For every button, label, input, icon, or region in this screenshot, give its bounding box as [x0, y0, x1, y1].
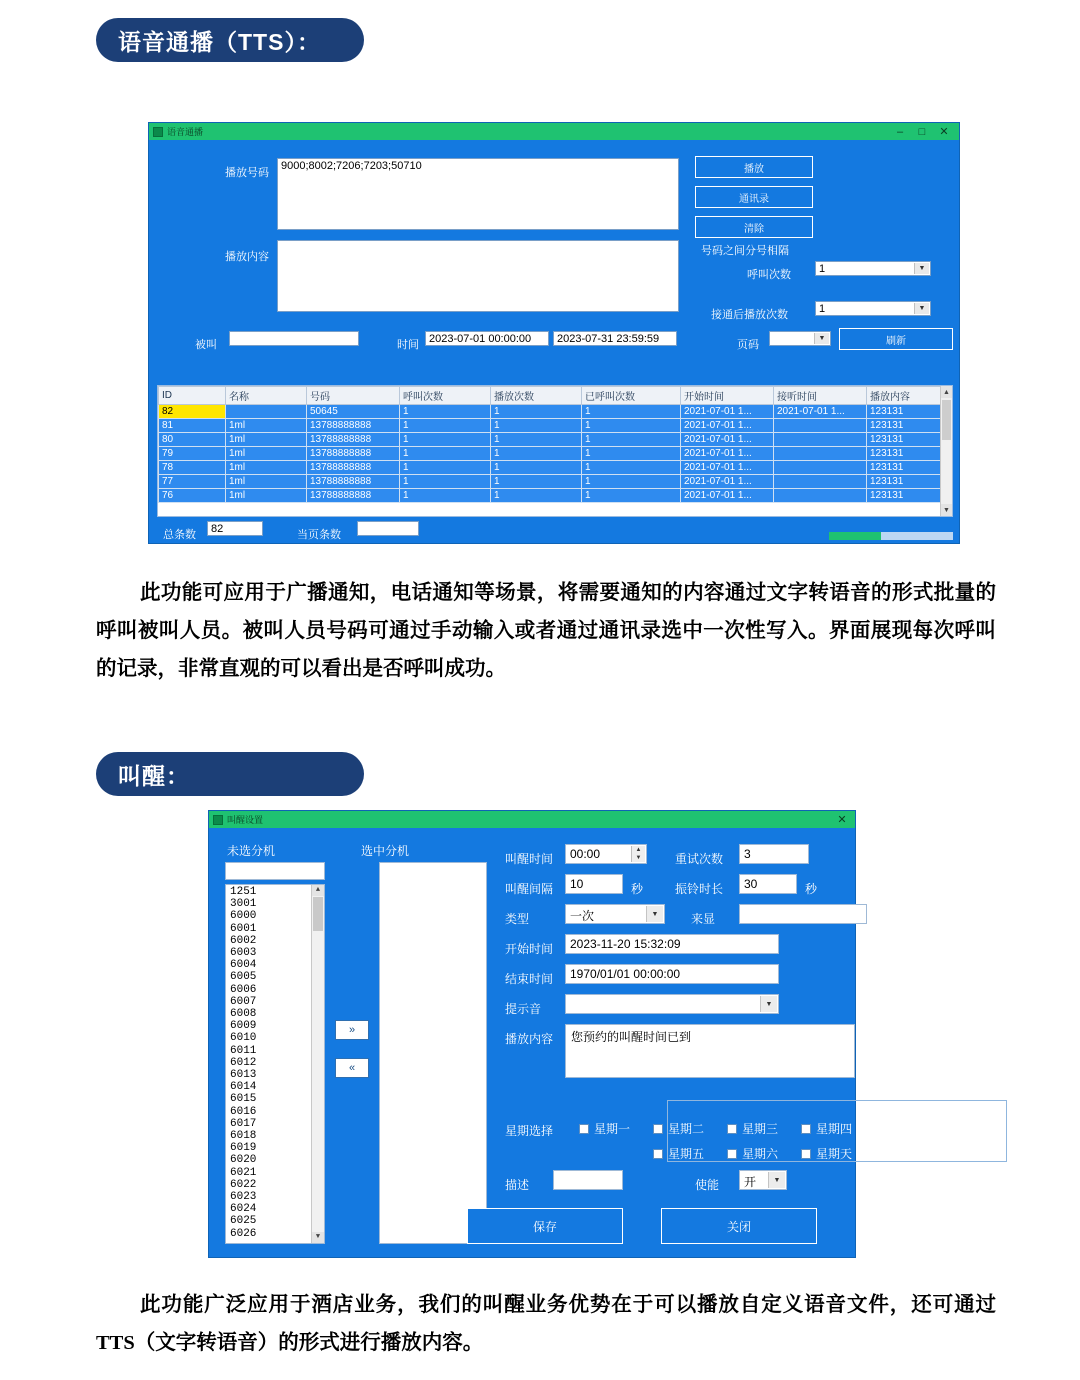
- weekday-tuesday[interactable]: [653, 1120, 704, 1137]
- ring-duration-unit: 秒: [805, 882, 818, 896]
- table-cell: 13788888888: [307, 433, 400, 447]
- list-item[interactable]: 6007: [230, 995, 257, 1008]
- table-cell: 2021-07-01 1...: [681, 475, 774, 489]
- extension-search-input[interactable]: [225, 862, 325, 880]
- table-cell: 123131: [867, 475, 952, 489]
- table-cell: 1: [491, 419, 582, 433]
- checkbox-icon[interactable]: [653, 1149, 663, 1159]
- play-times-value: 1: [819, 303, 826, 315]
- weekday-thursday[interactable]: [801, 1120, 852, 1137]
- selected-extension-list[interactable]: [379, 862, 487, 1244]
- table-cell: [774, 461, 867, 475]
- section-title-tts: [96, 18, 364, 62]
- table-cell: 13788888888: [307, 461, 400, 475]
- checkbox-icon[interactable]: [653, 1124, 663, 1134]
- ring-duration-label: 振铃时长: [675, 882, 724, 896]
- stepper-icon[interactable]: ▲ ▼: [631, 846, 645, 862]
- col-play-count: 播放次数: [491, 387, 582, 405]
- scrollbar-thumb[interactable]: [313, 897, 323, 931]
- table-cell: 1ml: [226, 419, 307, 433]
- list-item[interactable]: 6009: [230, 1020, 257, 1033]
- table-row[interactable]: [159, 461, 952, 475]
- table-cell: 80: [159, 433, 226, 447]
- call-count-select[interactable]: [815, 261, 931, 276]
- time-start-input[interactable]: 2023-07-01 00:00:00: [425, 331, 549, 346]
- chevron-down-icon[interactable]: ▼: [914, 263, 929, 274]
- caller-id-input[interactable]: [739, 904, 867, 924]
- close-button[interactable]: 关闭: [661, 1208, 817, 1244]
- table-cell: 123131: [867, 405, 952, 419]
- table-cell: 2021-07-01 1...: [681, 433, 774, 447]
- enable-select[interactable]: [739, 1170, 787, 1190]
- list-item[interactable]: 6001: [230, 922, 257, 935]
- chevron-down-icon[interactable]: ▼: [768, 1172, 785, 1188]
- list-item[interactable]: 6022: [230, 1178, 257, 1191]
- table-body: [159, 405, 952, 503]
- page-select[interactable]: [769, 331, 831, 346]
- list-item[interactable]: 6008: [230, 1008, 257, 1021]
- page-count-value: [357, 521, 419, 536]
- enable-label: 使能: [695, 1178, 720, 1192]
- type-select[interactable]: [565, 904, 665, 924]
- wake-time-input[interactable]: [565, 844, 647, 864]
- app-icon: [213, 815, 223, 825]
- list-item[interactable]: 6020: [230, 1154, 257, 1167]
- play-times-label: 接通后播放次数: [711, 309, 788, 321]
- checkbox-icon[interactable]: [727, 1124, 737, 1134]
- list-item[interactable]: 6004: [230, 959, 257, 972]
- weekday-wednesday[interactable]: [727, 1120, 778, 1137]
- type-label: 类型: [505, 912, 530, 926]
- close-icon[interactable]: ✕: [837, 814, 847, 826]
- table-row[interactable]: [159, 405, 952, 419]
- wake-interval-label: 叫醒间隔: [505, 882, 554, 896]
- maximize-icon[interactable]: □: [918, 125, 926, 138]
- col-call-count: 呼叫次数: [400, 387, 491, 405]
- list-item[interactable]: 6013: [230, 1069, 257, 1082]
- col-number: 号码: [307, 387, 400, 405]
- call-records-table-inner: [158, 386, 952, 503]
- table-cell: 1: [491, 405, 582, 419]
- table-row[interactable]: [159, 433, 952, 447]
- col-id: ID: [159, 387, 226, 405]
- time-end-input[interactable]: 2023-07-31 23:59:59: [553, 331, 677, 346]
- table-cell: 1: [400, 433, 491, 447]
- table-cell: 1: [491, 447, 582, 461]
- start-time-label: 开始时间: [505, 942, 554, 956]
- play-number-input[interactable]: 9000;8002;7206;7203;50710: [277, 158, 679, 230]
- table-cell: 123131: [867, 461, 952, 475]
- table-cell: 82: [159, 405, 226, 419]
- scroll-up-icon[interactable]: ▲: [312, 885, 324, 896]
- weekday-monday-label: 星期一: [594, 1122, 631, 1136]
- unselected-extension-list[interactable]: [225, 884, 325, 1244]
- total-count-value: 82: [207, 521, 263, 536]
- list-item[interactable]: 6010: [230, 1032, 257, 1045]
- weekday-thursday-label: 星期四: [816, 1122, 853, 1136]
- hscrollbar-thumb[interactable]: [829, 532, 881, 540]
- list-item[interactable]: 6003: [230, 947, 257, 960]
- tts-window-body: [149, 140, 959, 543]
- table-cell: 123131: [867, 489, 952, 503]
- table-cell: 1: [491, 489, 582, 503]
- table-header-row: [159, 387, 952, 405]
- list-item[interactable]: 6024: [230, 1203, 257, 1216]
- description-input[interactable]: [553, 1170, 623, 1190]
- table-cell: 13788888888: [307, 489, 400, 503]
- table-cell: 2021-07-01 1...: [681, 447, 774, 461]
- table-cell: 1ml: [226, 489, 307, 503]
- table-cell: 1: [582, 489, 681, 503]
- play-content-label: 播放内容: [505, 1032, 554, 1046]
- enable-value: 开: [744, 1175, 757, 1189]
- checkbox-icon[interactable]: [801, 1124, 811, 1134]
- table-cell: 1ml: [226, 433, 307, 447]
- refresh-button[interactable]: 刷新: [839, 328, 953, 350]
- table-cell: 1: [582, 405, 681, 419]
- list-item[interactable]: 6005: [230, 971, 257, 984]
- start-time-input[interactable]: 2023-11-20 15:32:09: [565, 934, 779, 954]
- close-icon[interactable]: ✕: [939, 126, 949, 138]
- wake-window-titlebar: [209, 811, 855, 828]
- selected-ext-label: 选中分机: [361, 844, 410, 858]
- retry-count-input[interactable]: 3: [739, 844, 809, 864]
- unselected-ext-label: 未选分机: [227, 844, 276, 858]
- play-content-label: 播放内容: [225, 251, 269, 263]
- list-item[interactable]: 6018: [230, 1130, 257, 1143]
- table-cell: 123131: [867, 433, 952, 447]
- list-item[interactable]: 1251: [230, 886, 257, 898]
- play-number-label: 播放号码: [225, 167, 269, 179]
- table-cell: 1: [400, 475, 491, 489]
- chevron-down-icon[interactable]: ▼: [646, 906, 663, 922]
- time-label: 时间: [397, 339, 419, 351]
- list-item[interactable]: 6014: [230, 1081, 257, 1094]
- table-vertical-scrollbar[interactable]: [940, 386, 952, 516]
- play-content-textarea[interactable]: 您预约的叫醒时间已到: [565, 1024, 855, 1078]
- wake-window-body: [209, 828, 855, 1257]
- weekday-sunday-label: 星期天: [816, 1147, 853, 1161]
- chevron-down-icon[interactable]: ▼: [814, 333, 829, 344]
- col-name: 名称: [226, 387, 307, 405]
- table-cell: 78: [159, 461, 226, 475]
- table-cell: 2021-07-01 1...: [681, 489, 774, 503]
- paragraph-tts: 此功能可应用于广播通知，电话通知等场景，将需要通知的内容通过文字转语音的形式批量的呼叫被叫人员。被叫人员号码可通过手动输入或者通过通讯录选中一次性写入。界面展现每次呼叫的记录，非常直观的可以看出是否呼叫成功。: [96, 582, 996, 680]
- table-cell: 1: [582, 461, 681, 475]
- col-called-count: 已呼叫次数: [582, 387, 681, 405]
- table-horizontal-scrollbar[interactable]: [829, 532, 953, 540]
- list-item[interactable]: 6011: [230, 1044, 257, 1057]
- table-cell: [774, 447, 867, 461]
- wake-time-label: 叫醒时间: [505, 852, 554, 866]
- table-cell: 123131: [867, 447, 952, 461]
- wake-settings-window: [208, 810, 856, 1258]
- list-item[interactable]: 6021: [230, 1166, 257, 1179]
- table-cell: 2021-07-01 1...: [774, 405, 867, 419]
- list-item[interactable]: 6019: [230, 1142, 257, 1155]
- week-select-label: 星期选择: [505, 1124, 554, 1138]
- prompt-tone-select[interactable]: [565, 994, 779, 1014]
- wake-window-title: 叫醒设置: [227, 815, 264, 825]
- list-item[interactable]: 3001: [230, 898, 257, 911]
- checkbox-icon[interactable]: [579, 1124, 589, 1134]
- list-item[interactable]: 6017: [230, 1117, 257, 1130]
- tts-window-title: 语音通播: [167, 127, 204, 137]
- list-item[interactable]: 6025: [230, 1215, 257, 1228]
- table-cell: [774, 433, 867, 447]
- list-item[interactable]: 6015: [230, 1093, 257, 1106]
- table-cell: 1: [491, 461, 582, 475]
- weekday-wednesday-label: 星期三: [742, 1122, 779, 1136]
- list-item[interactable]: 6006: [230, 983, 257, 996]
- table-cell: 79: [159, 447, 226, 461]
- tts-window-titlebar: [149, 123, 959, 140]
- app-icon: [153, 127, 163, 137]
- weekday-tuesday-label: 星期二: [668, 1122, 705, 1136]
- scroll-up-icon[interactable]: ▲: [941, 386, 952, 398]
- table-cell: 1ml: [226, 475, 307, 489]
- clear-button[interactable]: 清除: [695, 216, 813, 238]
- table-cell: 1: [582, 433, 681, 447]
- checkbox-icon[interactable]: [727, 1149, 737, 1159]
- table-cell: 1: [400, 461, 491, 475]
- list-item[interactable]: 6023: [230, 1191, 257, 1204]
- page-label: 页码: [737, 339, 759, 351]
- end-time-input[interactable]: 1970/01/01 00:00:00: [565, 964, 779, 984]
- table-cell: [774, 475, 867, 489]
- play-content-input[interactable]: [277, 240, 679, 312]
- called-label: 被叫: [195, 339, 217, 351]
- call-count-value: 1: [819, 263, 826, 275]
- total-count-label: 总条数: [163, 529, 196, 541]
- section-title-tts-label: 语音通播（TTS）：: [118, 28, 321, 55]
- minimize-icon[interactable]: –: [896, 125, 904, 138]
- call-count-label: 呼叫次数: [747, 269, 791, 281]
- list-item[interactable]: 6002: [230, 934, 257, 947]
- scroll-down-icon[interactable]: ▼: [941, 504, 952, 516]
- table-cell: 76: [159, 489, 226, 503]
- end-time-label: 结束时间: [505, 972, 554, 986]
- table-cell: 50645: [307, 405, 400, 419]
- table-cell: 1: [400, 447, 491, 461]
- table-cell: 123131: [867, 419, 952, 433]
- play-button[interactable]: 播放: [695, 156, 813, 178]
- table-cell: 1ml: [226, 447, 307, 461]
- weekday-friday[interactable]: [653, 1145, 704, 1162]
- paragraph-wake: 此功能广泛应用于酒店业务，我们的叫醒业务优势在于可以播放自定义语音文件，还可通过TTS（文字转语音）的形式进行播放内容。: [96, 1294, 996, 1354]
- extension-list-scrollbar[interactable]: [311, 885, 324, 1243]
- table-cell: 2021-07-01 1...: [681, 405, 774, 419]
- col-answer-time: 接听时间: [774, 387, 867, 405]
- table-cell: 1: [582, 419, 681, 433]
- description-label: 描述: [505, 1178, 530, 1192]
- extension-items: [230, 886, 320, 1240]
- table-cell: 1: [491, 475, 582, 489]
- wake-time-value: 00:00: [570, 847, 601, 861]
- table-cell: 13788888888: [307, 419, 400, 433]
- call-records-table[interactable]: [157, 385, 953, 517]
- table-cell: [226, 405, 307, 419]
- wake-interval-unit: 秒: [631, 882, 644, 896]
- table-cell: 1: [582, 447, 681, 461]
- weekday-monday[interactable]: [579, 1120, 630, 1137]
- weekday-saturday[interactable]: [727, 1145, 778, 1162]
- ring-duration-input[interactable]: 30: [739, 874, 797, 894]
- table-cell: 1: [400, 419, 491, 433]
- called-input[interactable]: [229, 331, 359, 346]
- table-cell: 13788888888: [307, 475, 400, 489]
- prompt-tone-label: 提示音: [505, 1002, 542, 1016]
- table-cell: 2021-07-01 1...: [681, 419, 774, 433]
- table-cell: 77: [159, 475, 226, 489]
- weekday-friday-label: 星期五: [668, 1147, 705, 1161]
- move-right-button[interactable]: »: [335, 1020, 369, 1040]
- chevron-down-icon[interactable]: ▼: [760, 996, 777, 1012]
- chevron-down-icon[interactable]: ▼: [914, 303, 929, 314]
- list-item[interactable]: 6016: [230, 1105, 257, 1118]
- number-separator-hint: 号码之间分号相隔: [701, 245, 789, 257]
- table-row[interactable]: [159, 489, 952, 503]
- move-left-button[interactable]: «: [335, 1058, 369, 1078]
- table-cell: 1: [491, 433, 582, 447]
- section-title-wake: [96, 752, 364, 796]
- save-button[interactable]: 保存: [467, 1208, 623, 1244]
- table-cell: 1ml: [226, 461, 307, 475]
- play-times-select[interactable]: [815, 301, 931, 316]
- weekday-saturday-label: 星期六: [742, 1147, 779, 1161]
- table-cell: [774, 419, 867, 433]
- wake-interval-input[interactable]: 10: [565, 874, 623, 894]
- col-start-time: 开始时间: [681, 387, 774, 405]
- table-cell: 1: [400, 489, 491, 503]
- scroll-down-icon[interactable]: ▼: [312, 1232, 324, 1243]
- list-item[interactable]: 6000: [230, 910, 257, 923]
- table-cell: 1: [400, 405, 491, 419]
- table-cell: 13788888888: [307, 447, 400, 461]
- weekday-sunday[interactable]: [801, 1145, 852, 1162]
- caller-id-label: 来显: [691, 912, 716, 926]
- table-cell: 1: [582, 475, 681, 489]
- contacts-button[interactable]: 通讯录: [695, 186, 813, 208]
- table-row[interactable]: [159, 447, 952, 461]
- tts-window: [148, 122, 960, 544]
- section-title-wake-label: 叫醒：: [118, 762, 190, 789]
- table-cell: [774, 489, 867, 503]
- list-item[interactable]: 6026: [230, 1227, 257, 1240]
- col-play-content: 播放内容: [867, 387, 952, 405]
- table-cell: 2021-07-01 1...: [681, 461, 774, 475]
- table-cell: 81: [159, 419, 226, 433]
- list-item[interactable]: 6012: [230, 1056, 257, 1069]
- checkbox-icon[interactable]: [801, 1149, 811, 1159]
- retry-count-label: 重试次数: [675, 852, 724, 866]
- scrollbar-thumb[interactable]: [942, 400, 951, 440]
- table-row[interactable]: [159, 475, 952, 489]
- table-row[interactable]: [159, 419, 952, 433]
- page-count-label: 当页条数: [297, 529, 341, 541]
- type-value: 一次: [570, 909, 595, 923]
